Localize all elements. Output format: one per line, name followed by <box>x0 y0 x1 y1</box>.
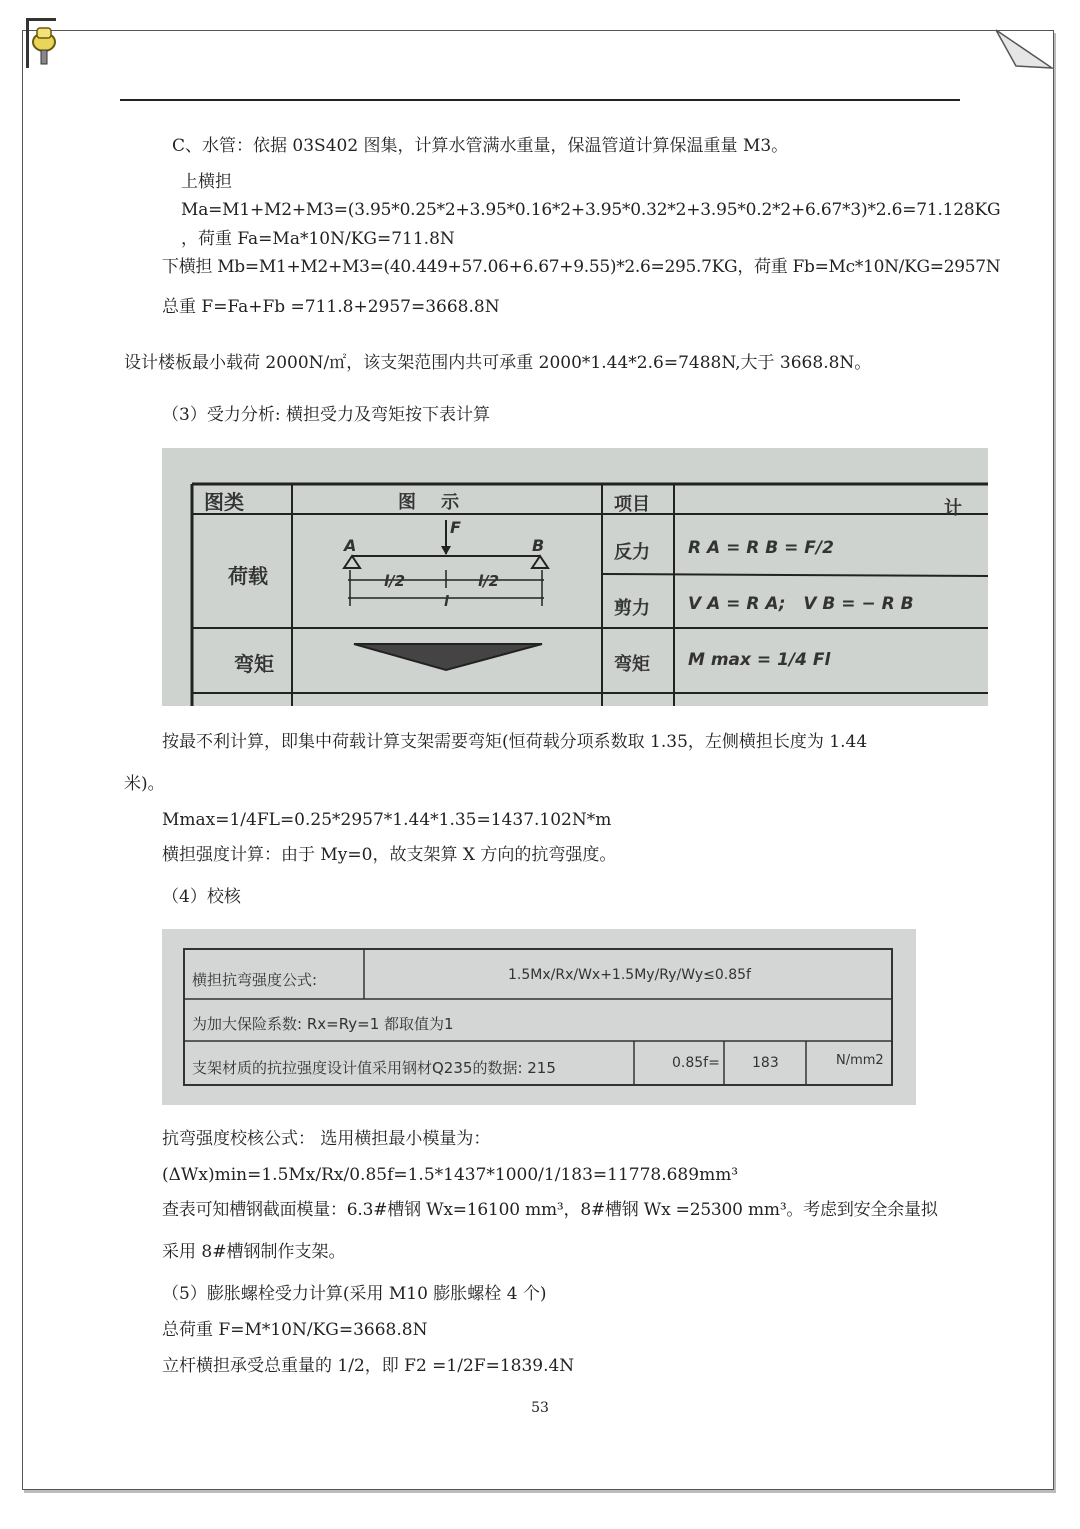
ma-formula: Ma=M1+M2+M3=(3.95*0.25*2+3.95*0.16*2+3.95*0.32*2+3.95*0.2*2+6.67*3)*2.6=71.128KG <box>181 200 1001 220</box>
safety-factor-label: 为加大保险系数: Rx=Ry=1 都取值为1 <box>192 1015 454 1033</box>
water-pipe-line: C、水管：依据 03S402 图集，计算水管满水重量，保温管道计算保温重量 M3。 <box>172 136 789 156</box>
item-shear: 剪力 <box>614 598 650 619</box>
half-span-right-label: l/2 <box>478 572 500 590</box>
section-4-heading: （4）校核 <box>162 887 241 907</box>
worst-case-line-2: 米)。 <box>124 774 165 794</box>
half-span-left-label: l/2 <box>384 572 406 590</box>
pushpin-icon <box>24 14 60 70</box>
design-load-line: 设计楼板最小载荷 2000N/㎡，该支架范围内共可承重 2000*1.44*2.6=7488N,大于 3668.8N。 <box>124 353 872 373</box>
item-reaction: 反力 <box>614 542 650 563</box>
table-grid <box>162 448 988 706</box>
document-page <box>22 30 1054 1490</box>
upper-crossarm-heading: 上横担 <box>181 172 232 192</box>
header-item: 项目 <box>614 494 650 515</box>
allowable-value: 183 <box>752 1055 779 1071</box>
page-curl-icon <box>994 28 1054 70</box>
formula-reaction: R A = R B = F/2 <box>688 538 834 558</box>
wx-formula: (ΔWx)min=1.5Mx/Rx/0.85f=1.5*1437*1000/1/183=11778.689mm³ <box>162 1165 739 1185</box>
row-load-label: 荷载 <box>228 564 268 588</box>
coef-label: 0.85f= <box>672 1055 720 1071</box>
total-weight-line: 总重 F=Fa+Fb =711.8+2957=3668.8N <box>162 297 500 317</box>
beam-load-table <box>162 448 988 706</box>
strength-calc-line: 横担强度计算：由于 My=0，故支架算 X 方向的抗弯强度。 <box>162 845 617 865</box>
row-moment-label: 弯矩 <box>234 652 274 676</box>
span-label: l <box>444 594 449 610</box>
check-formula-line: 抗弯强度校核公式： 选用横担最小模量为： <box>162 1129 491 1149</box>
unit-label: N/mm2 <box>836 1053 884 1068</box>
fa-formula: ，荷重 Fa=Ma*10N/KG=711.8N <box>181 229 455 249</box>
check-formula-label: 横担抗弯强度公式: <box>192 971 318 989</box>
adopt-channel-line: 采用 8#槽钢制作支架。 <box>162 1242 346 1262</box>
half-load-line: 立杆横担承受总重量的 1/2，即 F2 =1/2F=1839.4N <box>162 1356 575 1376</box>
section-modulus-line: 查表可知槽钢截面模量：6.3#槽钢 Wx=16100 mm³，8#槽钢 Wx =25300 mm³。考虑到安全余量拟 <box>162 1200 938 1220</box>
header-diagram: 图 示 <box>398 492 460 513</box>
formula-moment: M max = 1/4 Fl <box>688 650 831 670</box>
header-type: 图类 <box>204 490 244 514</box>
tensile-strength-label: 支架材质的抗拉强度设计值采用钢材Q235的数据: 215 <box>192 1059 556 1077</box>
item-moment: 弯矩 <box>614 654 650 675</box>
section-3-heading: （3）受力分析: 横担受力及弯矩按下表计算 <box>162 405 490 425</box>
lower-crossarm-line: 下横担 Mb=M1+M2+M3=(40.449+57.06+6.67+9.55)*2.6=295.7KG，荷重 Fb=Mc*10N/KG=2957N <box>162 257 1001 277</box>
section-5-heading: （5）膨胀螺栓受力计算(采用 M10 膨胀螺栓 4 个) <box>162 1284 547 1304</box>
check-formula-value: 1.5Mx/Rx/Wx+1.5My/Ry/Wy≤0.85f <box>508 967 751 983</box>
worst-case-line-1: 按最不利计算，即集中荷载计算支架需要弯矩(恒荷载分项系数取 1.35，左侧横担长度为 1.44 <box>162 732 868 752</box>
page-number: 53 <box>531 1400 549 1416</box>
support-a-label: A <box>344 536 357 555</box>
header-calc: 计 <box>944 498 962 519</box>
mmax-formula: Mmax=1/4FL=0.25*2957*1.44*1.35=1437.102N*m <box>162 810 612 830</box>
strength-check-table <box>162 929 916 1105</box>
header-rule <box>120 99 960 101</box>
support-b-label: B <box>532 536 545 555</box>
formula-shear: V A = R A; V B = − R B <box>688 594 914 614</box>
force-label: F <box>450 518 461 537</box>
total-load-line: 总荷重 F=M*10N/KG=3668.8N <box>162 1320 428 1340</box>
